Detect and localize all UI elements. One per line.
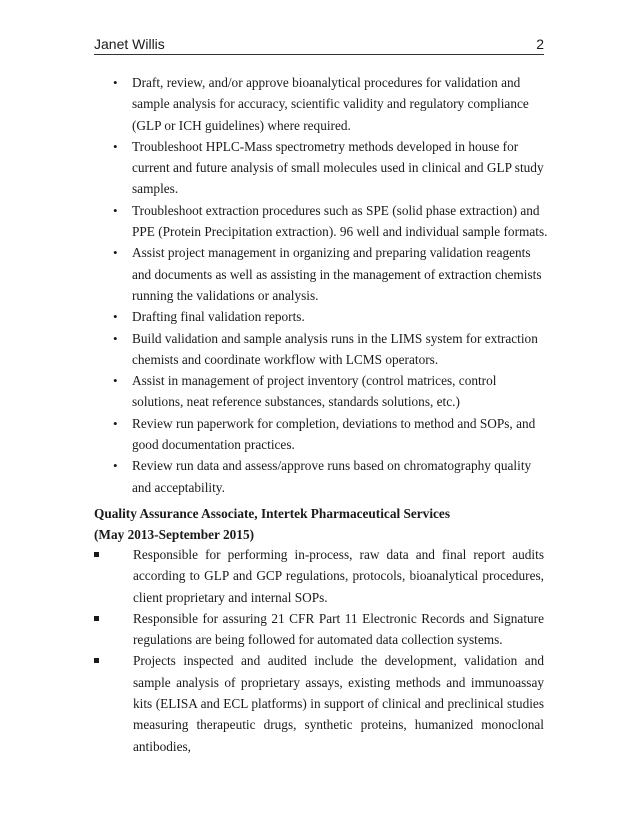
bullet-icon: • — [113, 245, 118, 261]
job-dates: (May 2013-September 2015) — [94, 527, 255, 542]
bullet-icon: • — [113, 202, 118, 218]
list-item: Projects inspected and audited include the development, validation and sample analysis of proprietary assays, existing methods and immunoassay kits (ELISA and ECL platforms) in support of clinical and preclinical studies measuring therapeutic drugs, synthetic proteins, humanized monoclonal antibodies, — [94, 650, 544, 756]
list-item: • Drafting final validation reports. — [110, 306, 550, 327]
qa-responsibilities-list — [94, 544, 544, 757]
bullet-icon: • — [113, 75, 118, 90]
bullet-icon: • — [113, 373, 118, 389]
list-item: Responsible for performing in-process, raw data and final report audits according to GLP and GCP regulations, protocols, bioanalytical procedures, client proprietary and internal SOPs. — [94, 544, 544, 608]
bullet-icon: • — [113, 415, 118, 431]
page-number: 2 — [536, 36, 544, 52]
job-heading — [94, 503, 554, 545]
square-bullet-icon — [94, 616, 99, 621]
author-name: Janet Willis — [94, 36, 165, 52]
responsibilities-list — [110, 72, 550, 498]
list-item: • Build validation and sample analysis runs in the LIMS system for extraction chemists and coordinate workflow with LCMS operators. — [110, 328, 550, 371]
square-bullet-icon — [94, 552, 99, 557]
bullet-icon: • — [113, 309, 118, 325]
bullet-icon: • — [113, 458, 118, 474]
page-header — [94, 34, 544, 55]
bullet-icon: • — [113, 330, 118, 346]
bullet-icon: • — [113, 138, 118, 154]
square-bullet-icon — [94, 658, 99, 663]
list-item: • Review run data and assess/approve runs based on chromatography quality and acceptability. — [110, 455, 550, 498]
list-item: • Review run paperwork for completion, deviations to method and SOPs, and good documentation practices. — [110, 413, 550, 456]
list-item: • Assist in management of project inventory (control matrices, control solutions, neat reference substances, standards solutions, etc.) — [110, 370, 550, 413]
list-item: • Draft, review, and/or approve bioanalytical procedures for validation and sample analysis for accuracy, scientific validity and regulatory compliance (GLP or ICH guidelines) where required. — [110, 72, 550, 136]
job-title: Quality Assurance Associate, Intertek Pharmaceutical Services — [94, 506, 451, 521]
list-item: • Assist project management in organizing and preparing validation reagents and documents as well as assisting in the management of extraction chemists running the validations or analysis. — [110, 242, 550, 306]
list-item: • Troubleshoot extraction procedures such as SPE (solid phase extraction) and PPE (Protein Precipitation extraction). 96 well and individual sample formats. — [110, 200, 550, 243]
list-item: • Troubleshoot HPLC-Mass spectrometry methods developed in house for current and future analysis of small molecules used in clinical and GLP study samples. — [110, 136, 550, 200]
list-item: Responsible for assuring 21 CFR Part 11 Electronic Records and Signature regulations are being followed for automated data collection systems. — [94, 608, 544, 651]
